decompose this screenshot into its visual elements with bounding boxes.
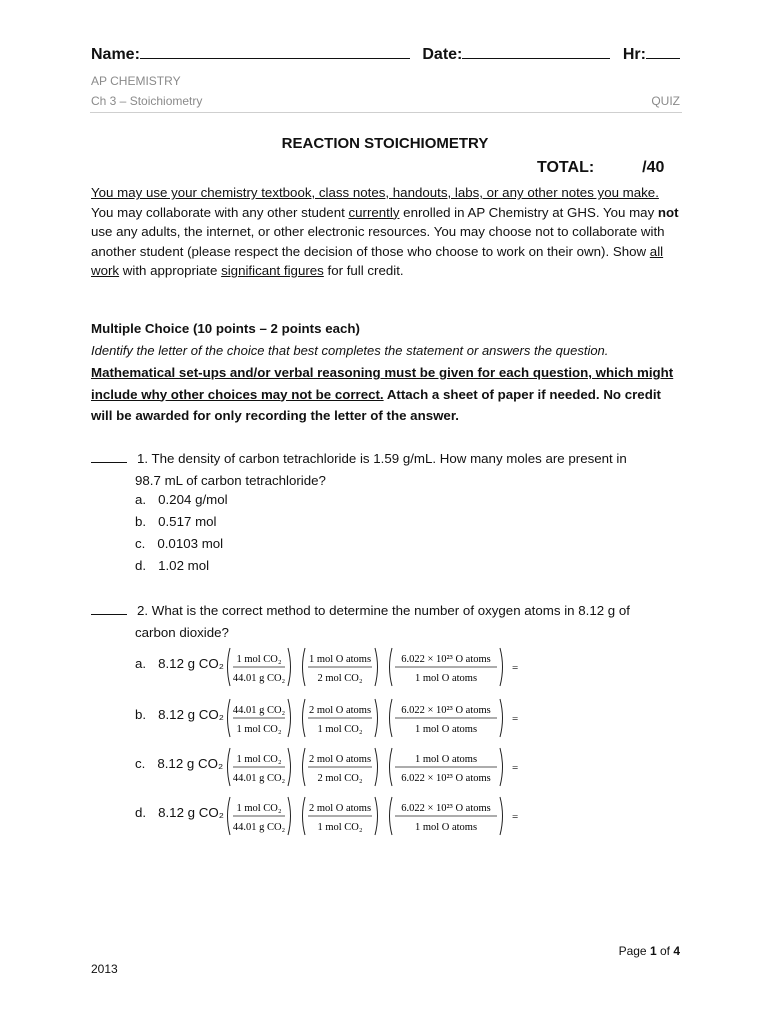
option-letter: b.: [135, 514, 147, 529]
conversion-formula: [225, 697, 525, 739]
paren-right: [375, 797, 378, 835]
numerator: 44.01 g CO₂: [232, 705, 286, 716]
option-text: 8.12 g CO₂: [157, 756, 224, 771]
numerator: 1 mol O atoms: [414, 754, 478, 765]
paren-left: [390, 748, 393, 786]
option-letter: b.: [135, 707, 147, 722]
equals-sign: =: [512, 762, 519, 774]
conversion-formula: [225, 646, 525, 688]
total-label: TOTAL:: [537, 159, 595, 176]
numerator: 2 mol O atoms: [308, 705, 372, 716]
answer-blank-2[interactable]: [91, 603, 127, 615]
header-divider: [90, 112, 682, 113]
mc-instructions: [91, 362, 681, 427]
q2-option-a: [135, 656, 224, 671]
paren-left: [303, 699, 306, 737]
paren-left: [390, 797, 393, 835]
name-field[interactable]: [140, 44, 410, 59]
denominator: 2 mol CO₂: [317, 773, 363, 784]
instr-text: not: [657, 204, 679, 220]
chapter-label: Ch 3 – Stoichiometry: [91, 94, 203, 108]
paren-right: [500, 699, 503, 737]
question-1: [91, 448, 691, 470]
denominator: 1 mol O atoms: [414, 822, 478, 833]
date-label: Date:: [422, 46, 463, 63]
instr-text: with appropriate: [119, 263, 222, 278]
paren-right: [375, 699, 378, 737]
denominator: 1 mol O atoms: [414, 673, 478, 684]
instr-text: all work: [91, 243, 664, 278]
numerator: 1 mol CO₂: [236, 803, 282, 814]
equals-sign: =: [512, 662, 519, 674]
denominator: 44.01 g CO₂: [232, 773, 286, 784]
denominator: 2 mol CO₂: [317, 673, 363, 684]
numerator: 1 mol CO₂: [236, 654, 282, 665]
numerator: 2 mol O atoms: [308, 754, 372, 765]
q1-text: 1. The density of carbon tetrachloride is 1.59 g/mL. How many moles are present in: [137, 451, 627, 466]
hr-label: Hr:: [622, 46, 646, 63]
numerator: 1 mol CO₂: [236, 754, 282, 765]
option-letter: a.: [135, 492, 147, 507]
numerator: 1 mol O atoms: [308, 654, 372, 665]
page-of: of: [656, 944, 674, 958]
page-prefix: Page: [618, 944, 650, 958]
course-label: AP CHEMISTRY: [91, 74, 181, 88]
q2-option-b: [135, 707, 224, 722]
paren-left: [390, 648, 393, 686]
denominator: 1 mol CO₂: [236, 724, 282, 735]
denominator: 1 mol CO₂: [317, 822, 363, 833]
paren-left: [303, 648, 306, 686]
paren-left: [303, 748, 306, 786]
option-text: 8.12 g CO₂: [158, 656, 224, 671]
mc-italic: Identify the letter of the choice that best completes the statement or answers the question.: [91, 343, 609, 358]
numerator: 6.022 × 10²³ O atoms: [401, 654, 491, 665]
option-text: 1.02 mol: [158, 558, 210, 573]
paren-left: [228, 748, 231, 786]
question-2: [91, 600, 691, 622]
instr-text: You may use your chemistry textbook, class notes, handouts, labs, or any other notes you make.: [91, 185, 659, 200]
instr-text: significant figures: [221, 263, 324, 278]
conversion-formula: [225, 746, 525, 788]
option-letter: c.: [135, 756, 146, 771]
option-text: 0.0103 mol: [157, 536, 224, 551]
option-letter: d.: [135, 558, 147, 573]
paren-right: [500, 648, 503, 686]
paren-right: [288, 699, 291, 737]
header-fields: [91, 44, 681, 64]
q1-option-d: [135, 558, 209, 573]
paren-right: [375, 748, 378, 786]
paren-right: [288, 797, 291, 835]
q2-text-2: carbon dioxide?: [135, 625, 229, 640]
hr-field[interactable]: [646, 44, 680, 59]
q1-option-a: [135, 492, 228, 507]
paren-left: [228, 797, 231, 835]
mc-bold-underline: Mathematical set-ups and/or verbal reasoning must be given for each question, which might include why other choices may not be correct.: [91, 365, 674, 402]
mc-bold-rest: Attach a sheet of paper if needed. No credit will be awarded for only recording the letter of the answer.: [91, 386, 661, 423]
option-letter: c.: [135, 536, 146, 551]
denominator: 1 mol CO₂: [317, 724, 363, 735]
quiz-label: QUIZ: [651, 94, 680, 108]
instructions-paragraph: [91, 183, 681, 281]
denominator: 6.022 × 10²³ O atoms: [401, 773, 491, 784]
mc-heading: Multiple Choice (10 points – 2 points each): [91, 321, 360, 336]
equals-sign: =: [512, 811, 519, 823]
paren-left: [390, 699, 393, 737]
paren-left: [228, 699, 231, 737]
option-text: 8.12 g CO₂: [158, 805, 224, 820]
numerator: 6.022 × 10²³ O atoms: [401, 803, 491, 814]
q1-option-b: [135, 514, 217, 529]
total-value: /40: [642, 159, 665, 176]
page-title: REACTION STOICHIOMETRY: [281, 135, 489, 152]
option-text: 0.517 mol: [158, 514, 217, 529]
paren-left: [303, 797, 306, 835]
q2-option-d: [135, 805, 224, 820]
paren-right: [288, 648, 291, 686]
instr-text: use any adults, the internet, or other electronic resources. You may choose not to collaborate with another student (please respect the decision of those who choose to work on their own). Show: [91, 224, 665, 259]
answer-blank-1[interactable]: [91, 451, 127, 463]
q1-option-c: [135, 536, 223, 551]
option-letter: d.: [135, 805, 147, 820]
q1-text-2: 98.7 mL of carbon tetrachloride?: [135, 473, 326, 488]
denominator: 1 mol O atoms: [414, 724, 478, 735]
option-letter: a.: [135, 656, 147, 671]
paren-right: [375, 648, 378, 686]
page-total: 4: [673, 944, 680, 958]
paren-left: [228, 648, 231, 686]
option-text: 0.204 g/mol: [158, 492, 228, 507]
page-number: [619, 944, 680, 958]
instr-text: for full credit.: [323, 263, 404, 278]
instr-text: enrolled in AP Chemistry at GHS. You may: [399, 204, 658, 220]
date-field[interactable]: [462, 44, 610, 59]
footer-year: 2013: [91, 962, 118, 976]
numerator: 6.022 × 10²³ O atoms: [401, 705, 491, 716]
option-text: 8.12 g CO₂: [158, 707, 224, 722]
instr-text: currently: [348, 204, 400, 220]
paren-right: [288, 748, 291, 786]
paren-right: [500, 797, 503, 835]
denominator: 44.01 g CO₂: [232, 822, 286, 833]
total-score: [537, 159, 664, 177]
name-label: Name:: [91, 46, 140, 63]
conversion-formula: [225, 795, 525, 837]
paren-right: [500, 748, 503, 786]
q2-option-c: [135, 756, 223, 771]
equals-sign: =: [512, 713, 519, 725]
instr-text: You may collaborate with any other student: [91, 204, 349, 220]
numerator: 2 mol O atoms: [308, 803, 372, 814]
q2-text: 2. What is the correct method to determine the number of oxygen atoms in 8.12 g of: [137, 603, 630, 618]
denominator: 44.01 g CO₂: [232, 673, 286, 684]
page-num: 1: [649, 944, 657, 958]
